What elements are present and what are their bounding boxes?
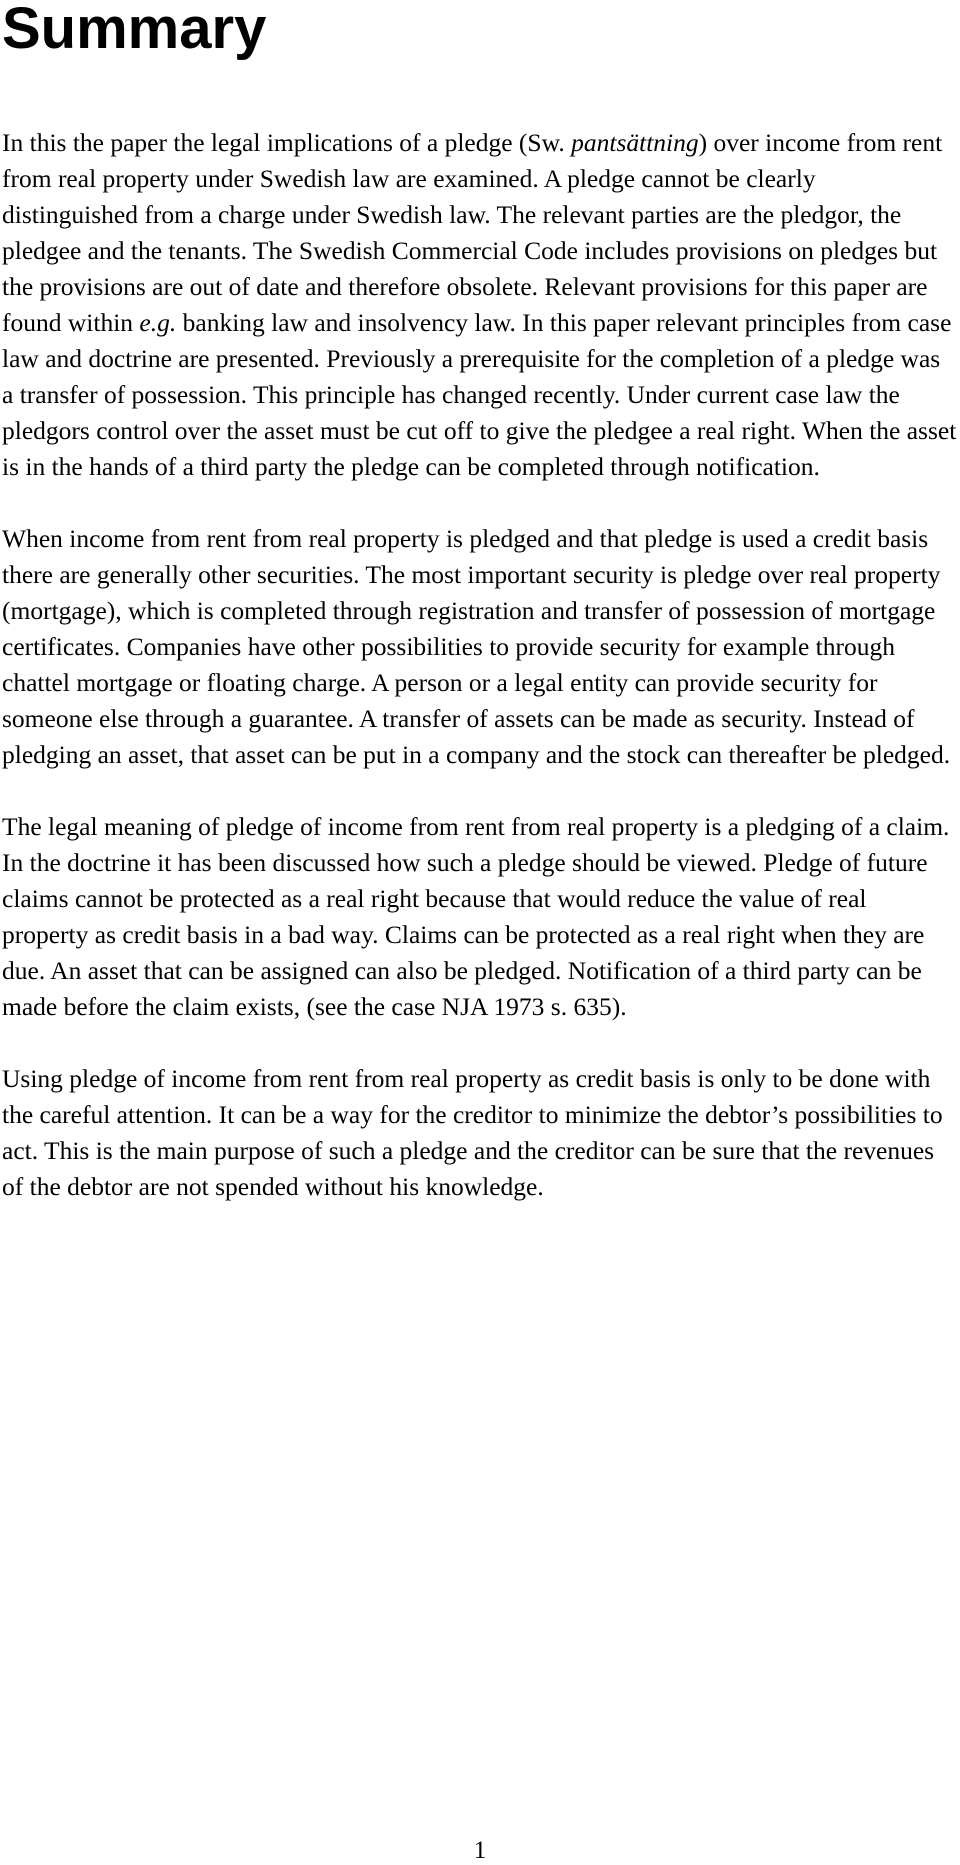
paragraph-1 <box>2 125 957 485</box>
paragraph-2 <box>2 521 957 773</box>
text-run: In this the paper the legal implications of a pledge (Sw. <box>2 128 572 157</box>
summary-body <box>2 125 957 1241</box>
text-run: When income from rent from real property is pledged and that pledge is used a credit basis there are generally other securities. The most important security is pledge over real property (mortgage), which is completed through registration and transfer of possession of mortgage certificates. Companies have other possibilities to provide security for example through chattel mortgage or floating charge. A person or a legal entity can provide security for someone else through a guarantee. A transfer of assets can be made as security. Instead of pledging an asset, that asset can be put in a company and the stock can thereafter be pledged. <box>2 524 951 769</box>
italic-term: e.g. <box>139 308 177 337</box>
text-run: The legal meaning of pledge of income from rent from real property is a pledging of a claim. In the doctrine it has been discussed how such a pledge should be viewed. Pledge of future claims cannot be protected as a real right because that would reduce the value of real property as credit basis in a bad way. Claims can be protected as a real right when they are due. An asset that can be assigned can also be pledged. Notification of a third party can be made before the claim exists, (see the case NJA 1973 s. 635). <box>2 812 950 1021</box>
page-title: Summary <box>2 0 267 61</box>
page-number: 1 <box>473 1837 487 1864</box>
text-run: ) over income from rent from real property under Swedish law are examined. A pledge cannot be clearly distinguished from a charge under Swedish law. The relevant parties are the pledgor, the pledgee and the tenants. The Swedish Commercial Code includes provisions on pledges but the provisions are out of date and therefore obsolete. Relevant provisions for this paper are found within <box>2 128 943 337</box>
paragraph-4 <box>2 1061 957 1205</box>
italic-term: pantsättning <box>571 128 699 157</box>
text-run: banking law and insolvency law. In this paper relevant principles from case law and doctrine are presented. Previously a prerequisite for the completion of a pledge was a transfer of possession. This principle has changed recently. Under current case law the pledgors control over the asset must be cut off to give the pledgee a real right. When the asset is in the hands of a third party the pledge can be completed through notification. <box>2 308 957 481</box>
paragraph-3 <box>2 809 957 1025</box>
text-run: Using pledge of income from rent from real property as credit basis is only to be done with the careful attention. It can be a way for the creditor to minimize the debtor’s possibilities to act. This is the main purpose of such a pledge and the creditor can be sure that the revenues of the debtor are not spended without his knowledge. <box>2 1064 943 1201</box>
